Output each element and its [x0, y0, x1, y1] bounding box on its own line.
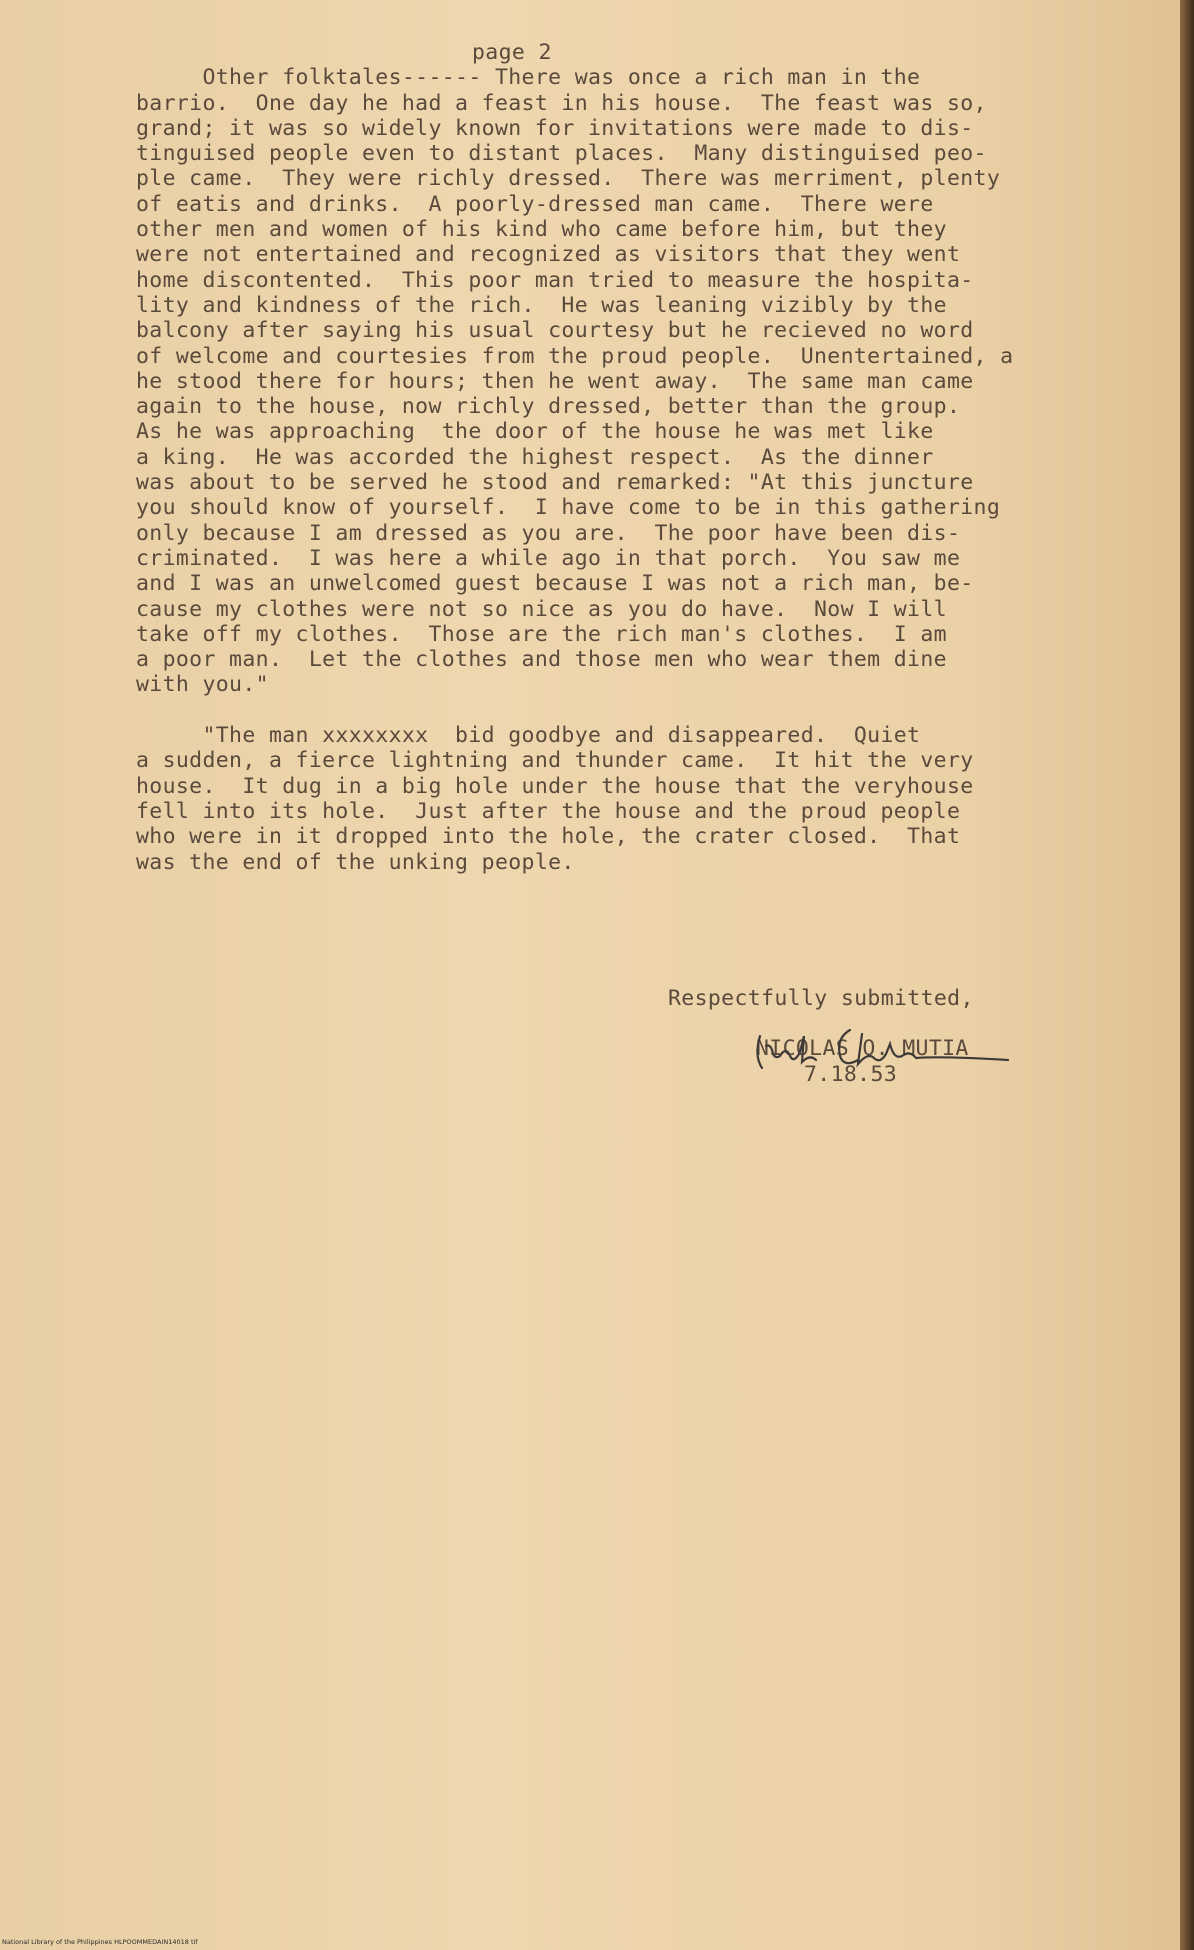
- text-line: were not entertained and recognized as visitors that they went: [136, 242, 961, 268]
- paragraph-gap: [136, 698, 1136, 723]
- text-line: was the end of the unking people.: [136, 849, 575, 875]
- paragraph-1: [136, 65, 1136, 697]
- text-line: only because I am dressed as you are. The poor have been dis-: [136, 520, 961, 546]
- text-line: cause my clothes were not so nice as you do have. Now I will: [136, 596, 947, 622]
- text-line: take off my clothes. Those are the rich man's clothes. I am: [136, 621, 947, 647]
- text-line: and I was an unwelcomed guest because I was not a rich man, be-: [136, 571, 974, 597]
- text-line: lity and kindness of the rich. He was leaning vizibly by the: [136, 292, 947, 318]
- text-line: with you.": [136, 672, 269, 698]
- text-line: again to the house, now richly dressed, better than the group.: [136, 394, 961, 420]
- text-line: of welcome and courtesies from the proud people. Unentertained, a: [136, 343, 1014, 369]
- scan-footer-note: National Library of the Philippines HLPOOMMEDAIN14018 tif: [2, 1938, 198, 1946]
- text-line: ple came. They were richly dressed. There was merriment, plenty: [136, 166, 1001, 192]
- handwritten-signature: [740, 1016, 1020, 1076]
- text-line: As he was approaching the door of the house he was met like: [136, 419, 934, 445]
- text-line: criminated. I was here a while ago in that porch. You saw me: [136, 545, 961, 571]
- text-line: fell into its hole. Just after the house and the proud people: [136, 798, 961, 824]
- paragraph-2: [136, 723, 1136, 875]
- text-line: balcony after saying his usual courtesy but he recieved no word: [136, 318, 974, 344]
- text-line: was about to be served he stood and remarked: "At this juncture: [136, 470, 974, 496]
- text-line: Other folktales------ There was once a rich man in the: [136, 65, 921, 91]
- text-line: a sudden, a fierce lightning and thunder came. It hit the very: [136, 748, 974, 774]
- text-line: "The man xxxxxxxx bid goodbye and disappeared. Quiet: [136, 723, 921, 749]
- text-line: who were in it dropped into the hole, the crater closed. That: [136, 824, 961, 850]
- text-line: house. It dug in a big hole under the house that the veryhouse: [136, 773, 974, 799]
- text-line: you should know of yourself. I have come to be in this gathering: [136, 495, 1001, 521]
- typed-text-body: [136, 40, 1136, 875]
- text-line: barrio. One day he had a feast in his house. The feast was so,: [136, 90, 987, 116]
- signature-date: 7.18.53: [804, 1061, 898, 1087]
- page-number: page 2: [472, 40, 552, 65]
- text-line: a king. He was accorded the highest respect. As the dinner: [136, 444, 934, 470]
- text-line: other men and women of his kind who came before him, but they: [136, 217, 947, 243]
- text-line: home discontented. This poor man tried to measure the hospita-: [136, 267, 974, 293]
- closing-line: Respectfully submitted,: [668, 986, 974, 1011]
- text-line: grand; it was so widely known for invitations were made to dis-: [136, 115, 974, 141]
- page-edge-shadow: [1180, 0, 1194, 1950]
- text-line: a poor man. Let the clothes and those men who wear them dine: [136, 647, 947, 673]
- text-line: of eatis and drinks. A poorly-dressed man came. There were: [136, 191, 934, 217]
- text-line: he stood there for hours; then he went away. The same man came: [136, 368, 974, 394]
- signer-name: NICOLAS O. MUTIA: [756, 1036, 969, 1062]
- text-line: tinguised people even to distant places. Many distinguised peo-: [136, 141, 987, 167]
